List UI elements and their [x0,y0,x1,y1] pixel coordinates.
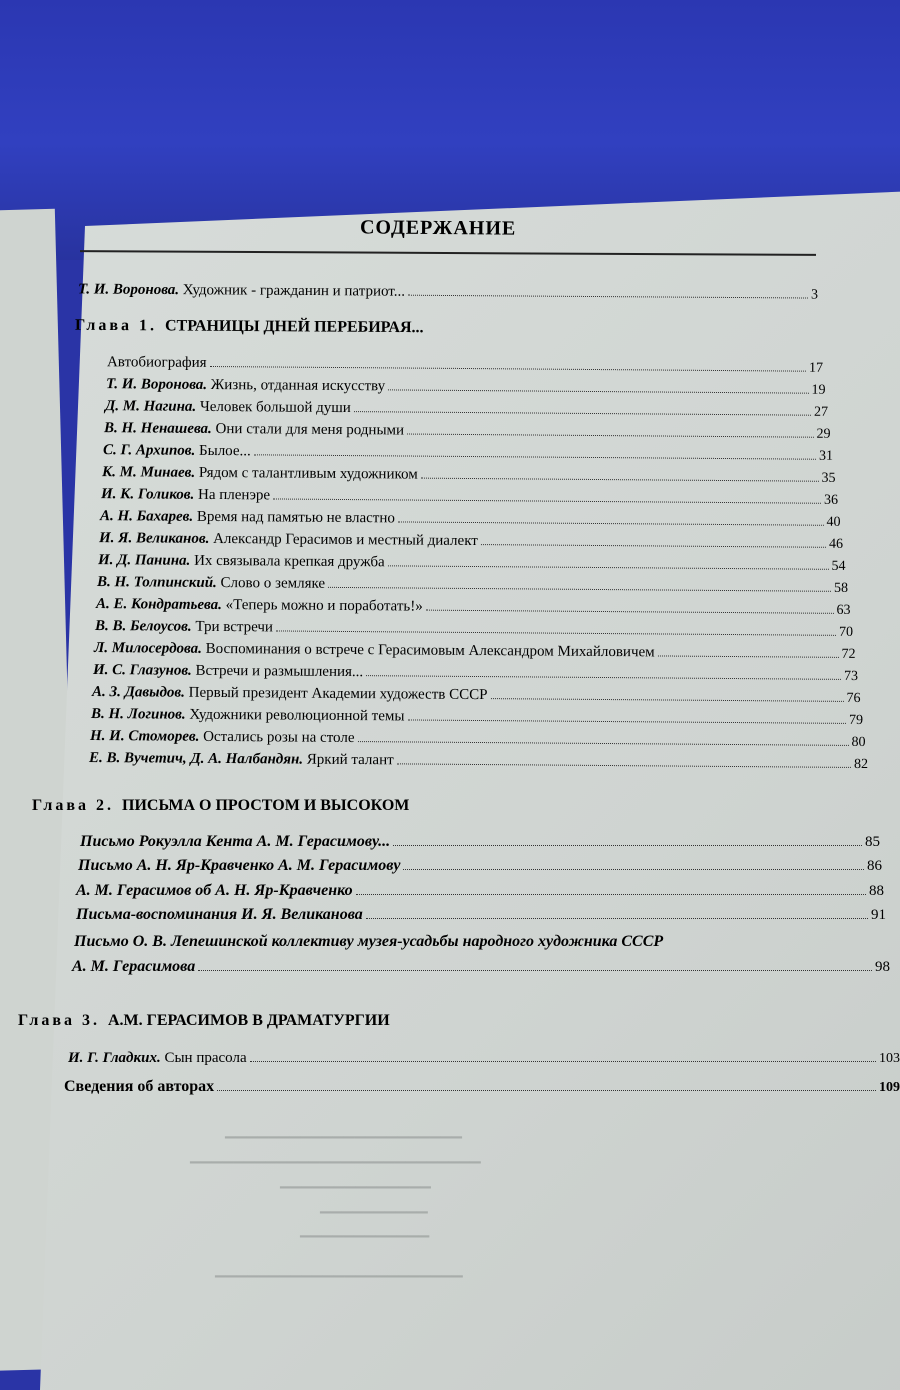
entry-title: Слово о земляке [220,575,326,592]
entry-author: Е. В. Вучетич, Д. А. Налбандян. [88,749,304,768]
leader-dots [354,399,811,416]
entry-title: Яркий талант [306,751,394,769]
leader-dots [388,377,808,393]
entry-page-number: 79 [848,712,864,729]
entry-title: Письмо Рокуэлла Кента А. М. Герасимову... [80,833,391,850]
entry-page-number: 70 [838,624,854,640]
leader-dots [407,707,846,723]
entry-page-number: 73 [843,668,859,685]
entry-title: Время над памятью не властно [196,508,395,527]
entry-page-number: 82 [853,756,869,773]
entry-page-number: 40 [826,514,841,530]
leader-dots [426,598,834,614]
leader-dots [393,833,862,846]
entry-title: Автобиография [106,354,207,371]
bleed-through-text: ▁▁▁▁▁▁▁▁▁▁▁▁ [300,1223,430,1238]
toc-entry-ch3-0: И. Г. Гладких. Сын прасола 103 [68,1050,900,1066]
entry-author: К. М. Минаев. [101,464,196,481]
leader-dots [254,442,816,459]
bleed-through-text: ▁▁▁▁▁▁▁▁▁▁ [320,1199,428,1214]
toc-entry-authors-info: Сведения об авторах 109 [64,1078,900,1095]
entry-page-number: 54 [831,558,846,574]
entry-author: В. Н. Толпинский. [96,574,217,591]
leader-dots [276,618,836,635]
entry-page-number: 35 [821,470,836,486]
entry-title: Художники революционной темы [189,706,405,725]
toc-entry-ch2-3 [76,905,886,925]
entry-title: А. М. Герасимов об А. Н. Яр-Кравченко [76,882,353,899]
entry-author: И. Я. Великанов. [98,530,210,547]
entry-title: Письма-воспоминания И. Я. Великанова [76,906,363,923]
entry-author: В. Н. Ненашева. [103,420,212,437]
toc-entry-ch2-2 [76,881,884,901]
entry-title: Их связывала крепкая дружба [194,552,385,571]
entry-page-number: 88 [869,883,884,899]
leader-dots [366,906,868,919]
entry-page-number: 31 [818,448,834,464]
leader-dots [658,643,839,657]
entry-author: В. В. Белоусов. [94,618,192,635]
bleed-through-text: ▁▁▁▁▁▁▁▁▁▁▁▁▁▁▁▁▁▁▁▁▁▁ [225,1124,462,1139]
bleed-through-text: ▁▁▁▁▁▁▁▁▁▁▁▁▁▁ [280,1174,431,1189]
leader-dots [421,466,819,482]
entry-title: Александр Герасимов и местный диалект [213,530,478,550]
leader-dots [407,422,813,438]
leader-dots [490,686,843,702]
leader-dots [397,751,851,768]
entry-title: Остались розы на столе [203,728,355,747]
leader-dots [403,857,864,870]
leader-dots [388,553,829,569]
entry-page-number: 72 [841,646,856,662]
leader-dots [356,882,866,895]
toc-entry-ch2-4 [74,932,890,952]
leader-dots [198,958,872,971]
entry-author: А. З. Давыдов. [91,683,185,701]
entry-author: И. К. Голиков. [100,486,195,503]
entry-title: Они стали для меня родными [215,421,405,439]
entry-author: В. Н. Логинов. [90,705,186,723]
entry-title: Жизнь, отданная искусству [210,376,386,395]
entry-page-number: 80 [851,734,866,751]
entry-author: Т. И. Воронова. [105,376,208,393]
entry-title: А. М. Герасимова [72,958,196,975]
chapter-1-heading: Глава 1. СТРАНИЦЫ ДНЕЙ ПЕРЕБИРАЯ... [74,316,424,337]
entry-author: И. С. Глазунов. [92,661,192,679]
chapter-2-heading: Глава 2. ПИСЬМА О ПРОСТОМ И ВЫСОКОМ [32,797,410,814]
leader-dots [273,486,821,503]
toc-entry-ch2-0 [80,832,880,852]
entry-page-number: 58 [833,580,849,596]
entry-page-number: 17 [808,360,824,376]
entry-title: Воспоминания о встрече с Герасимовым Александром Михайловичем [205,640,655,661]
toc-entry-ch2-5 [72,957,890,977]
entry-title: «Теперь можно и поработать!» [225,597,423,615]
entry-page-number: 29 [816,426,831,442]
entry-author: С. Г. Архипов. [102,442,196,459]
entry-title: Письмо А. Н. Яр-Кравченко А. М. Герасимову [78,857,401,874]
leader-dots [481,532,826,548]
entry-title: Письмо О. В. Лепешинской коллективу музея-усадьбы народного художника СССР [74,933,664,950]
entry-title: Первый президент Академии художеств СССР [188,684,488,704]
entry-title: Рядом с талантливым художником [198,464,418,483]
bleed-through-text: ▁▁▁▁▁▁▁▁▁▁▁▁▁▁▁▁▁▁▁▁▁▁▁▁▁▁▁ [190,1149,481,1164]
leader-dots [366,663,841,680]
toc-entry-intro: Т. И. Воронова. Художник - гражданин и патриот... 3 [77,281,819,303]
entry-title: Три встречи [195,618,274,636]
entry-title: На пленэре [197,486,271,504]
entry-page-number: 63 [836,602,851,618]
entry-title: Встречи и размышления... [195,662,364,681]
leader-dots [328,575,831,592]
entry-page-number: 98 [875,959,890,975]
entry-title: Человек большой души [199,398,351,417]
entry-page-number: 27 [813,404,829,420]
entry-page-number: 86 [867,858,882,874]
entry-author: И. Д. Панина. [97,552,191,569]
entry-author: Н. И. Стоморев. [89,727,200,745]
entry-author: Д. М. Нагина. [104,398,197,415]
entry-title: Былое... [198,442,251,460]
entry-author: Л. Милосердова. [93,640,202,657]
leader-dots [398,509,824,525]
leader-dots [358,729,849,746]
entry-author: А. Н. Бахарев. [99,508,194,525]
entry-page-number: 46 [828,536,844,552]
entry-page-number: 36 [823,492,839,508]
leader-dots [209,354,806,372]
page-title: СОДЕРЖАНИЕ [359,216,517,240]
entry-author: А. Е. Кондратьева. [95,596,222,614]
bleed-through-text: ▁▁▁▁▁▁▁▁▁▁▁▁▁▁▁▁▁▁▁▁▁▁▁ [215,1263,463,1278]
entry-page-number: 19 [811,382,826,398]
toc-entry-ch2-1 [78,856,882,876]
chapter-3-heading: Глава 3. А.М. ГЕРАСИМОВ В ДРАМАТУРГИИ [18,1012,390,1029]
entry-page-number: 85 [865,834,880,850]
entry-page-number: 91 [871,907,886,923]
entry-page-number: 76 [846,690,861,707]
